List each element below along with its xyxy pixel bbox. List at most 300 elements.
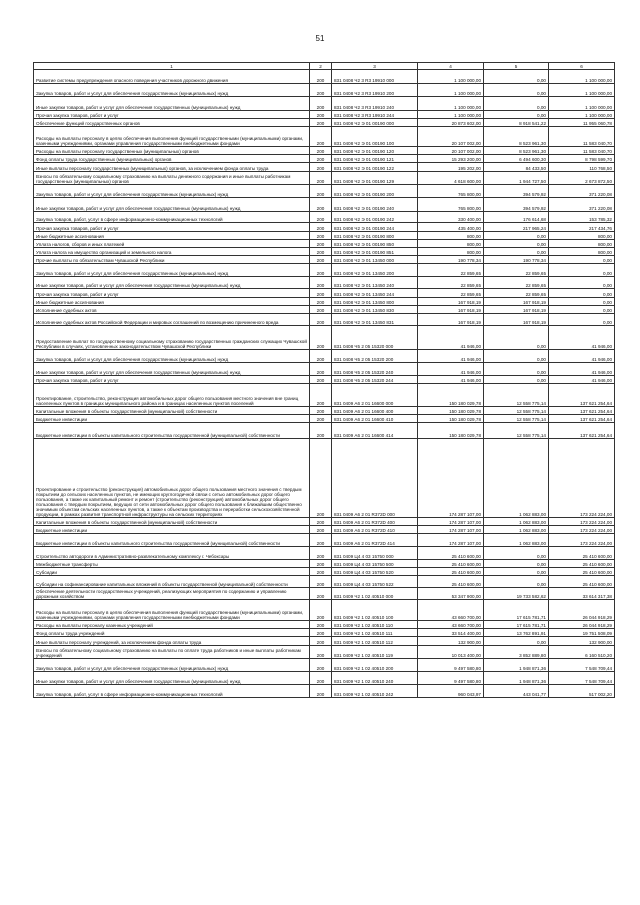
row-fact-cell: 22 859,65: [484, 289, 549, 298]
row-fact-cell: 22 859,65: [484, 277, 549, 289]
row-fact-cell: 1 948 871,36: [484, 659, 549, 672]
row-code-cell: 831 0408 Ч2 Э 01 00190 121: [332, 155, 418, 163]
table-row: [34, 163, 615, 172]
row-rest-cell: 371 220,08: [549, 198, 615, 212]
row-name-cell: Иные бюджетные ассигнования: [34, 232, 310, 240]
row-code-cell: 831 0408 Ч2 3 R3 19910 000: [332, 70, 418, 84]
row-fact-cell: 0,00: [484, 97, 549, 111]
row-fact-cell: 0,00: [484, 637, 549, 646]
row-fact-cell: 6 494 600,30: [484, 155, 549, 163]
row-rest-cell: 19 751 508,09: [549, 629, 615, 637]
row-plan-cell: 4 618 600,00: [418, 172, 484, 185]
table-row: [34, 588, 615, 600]
row-rest-cell: 1 100 000,00: [549, 70, 615, 84]
row-kvr-cell: 200: [310, 155, 332, 163]
row-rest-cell: 25 410 600,00: [549, 576, 615, 588]
row-plan-cell: 174 287 107,00: [418, 526, 484, 534]
row-fact-cell: 394 579,92: [484, 185, 549, 198]
row-fact-cell: 1 944 727,50: [484, 172, 549, 185]
table-row: [34, 172, 615, 185]
row-fact-cell: 0,00: [484, 248, 549, 256]
row-kvr-cell: 200: [310, 407, 332, 415]
row-name-cell: Закупка товаров, работ и услуг для обеспечения государственных (муниципальных) нужд: [34, 264, 310, 277]
row-name-cell: Капитальные вложения в объекты государственной (муниципальной) собственности: [34, 407, 310, 415]
row-rest-cell: 25 410 600,00: [549, 547, 615, 560]
row-fact-cell: 0,00: [484, 363, 549, 376]
row-code-cell: 831 0409 А6 2 01 16600 414: [332, 423, 418, 439]
row-plan-cell: 800,00: [418, 232, 484, 240]
row-kvr-cell: 200: [310, 289, 332, 298]
row-plan-cell: 150 180 029,78: [418, 384, 484, 407]
row-name-cell: Иные закупки товаров, работ и услуг для обеспечения государственных (муниципальных) нужд: [34, 97, 310, 111]
row-plan-cell: 25 410 600,00: [418, 568, 484, 576]
row-kvr-cell: 200: [310, 547, 332, 560]
row-rest-cell: 217 434,76: [549, 223, 615, 232]
row-plan-cell: 20 873 602,00: [418, 119, 484, 127]
row-name-cell: Прочая закупка товаров, работ и услуг: [34, 289, 310, 298]
row-kvr-cell: 200: [310, 363, 332, 376]
row-plan-cell: 41 946,00: [418, 326, 484, 350]
row-plan-cell: 22 859,65: [418, 264, 484, 277]
row-kvr-cell: 200: [310, 84, 332, 97]
row-rest-cell: 33 614 317,38: [549, 588, 615, 600]
row-code-cell: 831 0409 А6 2 01 16600 410: [332, 415, 418, 423]
row-rest-cell: 2 673 872,50: [549, 172, 615, 185]
row-fact-cell: 0,00: [484, 232, 549, 240]
row-code-cell: 831 0408 Ч2 3 R3 19910 240: [332, 97, 418, 111]
row-plan-cell: 150 180 029,78: [418, 407, 484, 415]
row-code-cell: 831 0409 Ч2 1 02 40510 200: [332, 659, 418, 672]
row-fact-cell: 167 918,19: [484, 314, 549, 326]
row-kvr-cell: 200: [310, 415, 332, 423]
row-name-cell: Строительство автодороги в Административно-развлекательному комплексу г. Чебоксары: [34, 547, 310, 560]
row-plan-cell: 41 946,00: [418, 376, 484, 384]
row-plan-cell: 765 800,00: [418, 198, 484, 212]
table-row: [34, 256, 615, 264]
row-fact-cell: 0,00: [484, 547, 549, 560]
table-row: [34, 629, 615, 637]
row-name-cell: Иные закупки товаров, работ и услуг для обеспечения государственных (муниципальных) нужд: [34, 672, 310, 685]
row-name-cell: Фонд оплаты труда учреждений: [34, 629, 310, 637]
row-kvr-cell: 200: [310, 264, 332, 277]
row-code-cell: 831 0408 Ч2 Э 01 00190 120: [332, 147, 418, 155]
row-name-cell: Исполнение судебных актов: [34, 306, 310, 314]
row-name-cell: Закупка товаров, работ, услуг в сфере информационно-коммуникационных технологий: [34, 212, 310, 223]
row-rest-cell: 132 900,00: [549, 637, 615, 646]
table-row: [34, 407, 615, 415]
row-code-cell: 831 0409 А6 2 01 16600 400: [332, 407, 418, 415]
row-rest-cell: 41 946,00: [549, 326, 615, 350]
row-name-cell: Фонд оплаты труда государственных (муниципальных) органов: [34, 155, 310, 163]
table-row: [34, 547, 615, 560]
row-kvr-cell: 200: [310, 629, 332, 637]
table-row: [34, 672, 615, 685]
row-kvr-cell: 200: [310, 659, 332, 672]
row-name-cell: Субсидии: [34, 568, 310, 576]
row-rest-cell: 26 044 918,29: [549, 621, 615, 629]
row-plan-cell: 150 180 029,78: [418, 415, 484, 423]
row-code-cell: 831 0409 Ч2 1 02 40510 240: [332, 672, 418, 685]
table-row: [34, 314, 615, 326]
row-kvr-cell: 200: [310, 127, 332, 147]
table-row: [34, 240, 615, 248]
row-name-cell: Расходы на выплаты персоналу государственных (муниципальных) органов: [34, 147, 310, 155]
row-rest-cell: 8 798 599,70: [549, 155, 615, 163]
row-plan-cell: 43 660 700,00: [418, 600, 484, 621]
row-kvr-cell: 200: [310, 588, 332, 600]
row-fact-cell: 190 778,34: [484, 256, 549, 264]
row-rest-cell: 173 224 224,00: [549, 534, 615, 547]
row-kvr-cell: 200: [310, 256, 332, 264]
row-plan-cell: 167 918,19: [418, 298, 484, 306]
row-plan-cell: 800,00: [418, 240, 484, 248]
row-plan-cell: 190 778,34: [418, 256, 484, 264]
row-code-cell: 831 0408 Ч2 Э 01 00190 850: [332, 240, 418, 248]
row-rest-cell: 173 224 224,00: [549, 518, 615, 526]
table-row: [34, 264, 615, 277]
row-kvr-cell: 200: [310, 534, 332, 547]
row-name-cell: Расходы на выплаты персоналу в целях обеспечения выполнения функций государственными (муниципальными) органами, казенными учреждениями, органами управления государственными внебюджетными фондами: [34, 600, 310, 621]
row-plan-cell: 10 013 400,00: [418, 646, 484, 659]
row-code-cell: 831 0408 Ч2 Э 01 00190 200: [332, 185, 418, 198]
row-code-cell: 831 0408 Ч2 Э 01 00190 129: [332, 172, 418, 185]
row-plan-cell: 960 043,97: [418, 685, 484, 698]
row-code-cell: 831 0409 А6 2 01 R372D 414: [332, 534, 418, 547]
row-name-cell: Иные закупки товаров, работ и услуг для обеспечения государственных (муниципальных) нужд: [34, 198, 310, 212]
row-rest-cell: 137 621 254,64: [549, 415, 615, 423]
table-row: [34, 185, 615, 198]
row-kvr-cell: 200: [310, 350, 332, 363]
row-rest-cell: 41 946,00: [549, 350, 615, 363]
row-rest-cell: 517 002,20: [549, 685, 615, 698]
row-name-cell: Иные бюджетные ассигнования: [34, 298, 310, 306]
table-row: [34, 119, 615, 127]
row-rest-cell: 0,00: [549, 306, 615, 314]
row-rest-cell: 0,00: [549, 289, 615, 298]
table-row: [34, 384, 615, 407]
row-fact-cell: 1 062 883,00: [484, 439, 549, 518]
table-row: [34, 232, 615, 240]
row-code-cell: 831 0408 Ч2 Э 01 00190 242: [332, 212, 418, 223]
row-kvr-cell: 200: [310, 232, 332, 240]
row-code-cell: 831 0408 Ч2 Э 01 00190 851: [332, 248, 418, 256]
row-rest-cell: 1 100 000,00: [549, 111, 615, 119]
table-row: [34, 198, 615, 212]
row-name-cell: Предоставление выплат по государственному социальному страхованию государственных гражданских служащих Чувашской Республики в случаях, установленных законодательством Чувашской Республики: [34, 326, 310, 350]
row-fact-cell: 22 859,65: [484, 264, 549, 277]
column-header: 5: [484, 63, 549, 70]
row-plan-cell: 174 287 107,00: [418, 518, 484, 526]
column-header: 6: [549, 63, 615, 70]
row-name-cell: Развитие системы предупреждения опасного поведения участников дорожного движения: [34, 70, 310, 84]
row-plan-cell: 174 287 107,00: [418, 534, 484, 547]
row-plan-cell: 9 497 580,80: [418, 659, 484, 672]
table-row: [34, 363, 615, 376]
table-row: [34, 376, 615, 384]
row-rest-cell: 110 768,50: [549, 163, 615, 172]
row-kvr-cell: 200: [310, 526, 332, 534]
row-rest-cell: 137 621 254,64: [549, 407, 615, 415]
row-name-cell: Бюджетные инвестиции в объекты капитального строительства государственной (муниципальной) собственности: [34, 534, 310, 547]
row-name-cell: Иные закупки товаров, работ и услуг для обеспечения государственных (муниципальных) нужд: [34, 277, 310, 289]
row-code-cell: 831 0409 Ц4 4 03 15750 500: [332, 560, 418, 568]
row-kvr-cell: 200: [310, 277, 332, 289]
row-plan-cell: 765 800,00: [418, 185, 484, 198]
row-code-cell: 831 0408 Ч2 Э 01 13450 000: [332, 256, 418, 264]
row-name-cell: Уплата налога на имущество организаций и земельного налога: [34, 248, 310, 256]
row-plan-cell: 174 287 107,00: [418, 439, 484, 518]
table-row: [34, 659, 615, 672]
row-fact-cell: 12 558 775,14: [484, 423, 549, 439]
row-code-cell: 831 0409 Ц4 4 03 15750 522: [332, 576, 418, 588]
row-name-cell: Взносы по обязательному социальному страхованию на выплаты денежного содержания и иные выплаты работникам государственных (муниципальных) органов: [34, 172, 310, 185]
row-rest-cell: 137 621 254,64: [549, 423, 615, 439]
row-plan-cell: 1 100 000,00: [418, 70, 484, 84]
row-fact-cell: 17 615 781,71: [484, 600, 549, 621]
table-row: [34, 534, 615, 547]
row-name-cell: Бюджетные инвестиции: [34, 415, 310, 423]
row-rest-cell: 11 583 040,70: [549, 127, 615, 147]
row-kvr-cell: 200: [310, 326, 332, 350]
row-plan-cell: 43 660 700,00: [418, 621, 484, 629]
row-kvr-cell: 200: [310, 646, 332, 659]
table-row: [34, 212, 615, 223]
row-fact-cell: 8 918 541,22: [484, 119, 549, 127]
row-code-cell: 831 0409 Ч2 1 02 40510 112: [332, 637, 418, 646]
column-header: 1: [34, 63, 310, 70]
table-row: [34, 646, 615, 659]
row-rest-cell: 800,00: [549, 232, 615, 240]
row-code-cell: 831 0409 А6 2 01 R372D 410: [332, 526, 418, 534]
table-row: [34, 298, 615, 306]
row-fact-cell: 0,00: [484, 326, 549, 350]
row-plan-cell: 800,00: [418, 248, 484, 256]
row-fact-cell: 0,00: [484, 240, 549, 248]
row-fact-cell: 0,00: [484, 560, 549, 568]
row-rest-cell: 0,00: [549, 314, 615, 326]
table-row: [34, 576, 615, 588]
row-kvr-cell: 200: [310, 212, 332, 223]
table-row: [34, 277, 615, 289]
row-name-cell: Закупка товаров, работ, услуг в сфере информационно-коммуникационных технологий: [34, 685, 310, 698]
row-name-cell: Прочая закупка товаров, работ и услуг: [34, 223, 310, 232]
row-code-cell: 831 0409 Ч2 1 02 40510 110: [332, 621, 418, 629]
row-rest-cell: 0,00: [549, 256, 615, 264]
row-kvr-cell: 200: [310, 223, 332, 232]
row-name-cell: Обеспечение функций государственных органов: [34, 119, 310, 127]
row-fact-cell: 0,00: [484, 111, 549, 119]
row-plan-cell: 150 180 029,78: [418, 423, 484, 439]
row-code-cell: 831 0409 Ч2 1 02 40510 119: [332, 646, 418, 659]
row-name-cell: Закупка товаров, работ и услуг для обеспечения государственных (муниципальных) нужд: [34, 350, 310, 363]
row-code-cell: 831 0409 А6 2 01 16600 000: [332, 384, 418, 407]
row-kvr-cell: 200: [310, 240, 332, 248]
row-rest-cell: 7 548 709,44: [549, 672, 615, 685]
row-fact-cell: 0,00: [484, 568, 549, 576]
table-row: [34, 560, 615, 568]
row-plan-cell: 33 514 400,00: [418, 629, 484, 637]
row-name-cell: Закупка товаров, работ и услуг для обеспечения государственных (муниципальных) нужд: [34, 185, 310, 198]
table-row: [34, 350, 615, 363]
row-name-cell: Расходы на выплаты персоналу в целях обеспечения выполнения функций государственными (муниципальными) органами, казенными учреждениями, органами управления государственными внебюджетными фондами: [34, 127, 310, 147]
row-fact-cell: 84 433,50: [484, 163, 549, 172]
row-rest-cell: 173 224 224,00: [549, 526, 615, 534]
table-row: [34, 155, 615, 163]
row-kvr-cell: 200: [310, 518, 332, 526]
row-fact-cell: 13 762 891,91: [484, 629, 549, 637]
row-rest-cell: 1 100 000,00: [549, 84, 615, 97]
column-header: 2: [310, 63, 332, 70]
table-row: [34, 637, 615, 646]
row-rest-cell: 371 220,08: [549, 185, 615, 198]
row-name-cell: Проектирование и строительство (реконструкция) автомобильных дорог общего пользования местного значения с твердым покрытием до сельских населенных пунктов, не имеющих круглогодичной связи с сетью автомобильных дорог общего пользования, а также их капитальный ремонт и ремонт (строительство (реконструкция) автомобильных дорог общего пользования с твердым покрытием, ведущих от сети автомобильных дорог общего пользования к ближайшим общественно значимым объектам сельских населенных пунктов, а также к объектам производства и переработки сельскохозяйственной продукции, в рамках развития транспортной инфраструктуры на сельских территориях: [34, 439, 310, 518]
row-code-cell: 831 0408 Ч2 Э 01 13450 830: [332, 306, 418, 314]
column-header: 4: [418, 63, 484, 70]
row-name-cell: Иные выплаты персоналу учреждений, за исключением фонда оплаты труда: [34, 637, 310, 646]
row-kvr-cell: 200: [310, 376, 332, 384]
row-plan-cell: 41 946,00: [418, 350, 484, 363]
row-plan-cell: 25 410 600,00: [418, 576, 484, 588]
row-name-cell: Прочие выплаты по обязательствам Чувашской Республики: [34, 256, 310, 264]
row-rest-cell: 800,00: [549, 248, 615, 256]
row-kvr-cell: 200: [310, 163, 332, 172]
row-name-cell: Прочая закупка товаров, работ и услуг: [34, 111, 310, 119]
row-plan-cell: 20 107 002,00: [418, 127, 484, 147]
row-kvr-cell: 200: [310, 672, 332, 685]
row-name-cell: Субсидии на софинансирование капитальных вложений в объекты государственной (муниципальной) собственности: [34, 576, 310, 588]
row-name-cell: Взносы по обязательному социальному страхованию на выплаты по оплате труда работников и иные выплаты работникам учреждений: [34, 646, 310, 659]
row-fact-cell: 3 852 889,80: [484, 646, 549, 659]
row-code-cell: 831 0409 Ц4 4 03 15750 000: [332, 547, 418, 560]
row-fact-cell: 8 523 961,30: [484, 127, 549, 147]
row-code-cell: 831 0409 Ц4 4 03 15750 520: [332, 568, 418, 576]
row-plan-cell: 330 400,00: [418, 212, 484, 223]
row-rest-cell: 0,00: [549, 298, 615, 306]
row-kvr-cell: 200: [310, 248, 332, 256]
row-rest-cell: 7 548 709,44: [549, 659, 615, 672]
column-header: 3: [332, 63, 418, 70]
row-kvr-cell: 200: [310, 97, 332, 111]
row-kvr-cell: 200: [310, 119, 332, 127]
row-fact-cell: 0,00: [484, 70, 549, 84]
row-code-cell: 831 0408 Ч2 Э 01 13450 800: [332, 298, 418, 306]
row-code-cell: 831 0409 Ч2 1 02 40510 100: [332, 600, 418, 621]
page-number: 51: [315, 34, 325, 43]
row-name-cell: Обеспечение деятельности государственных учреждений, реализующих мероприятия по содержанию и управлению дорожным хозяйством: [34, 588, 310, 600]
row-code-cell: 831 0409 Ч2 1 02 40510 000: [332, 588, 418, 600]
row-name-cell: Межбюджетные трансферты: [34, 560, 310, 568]
row-fact-cell: 0,00: [484, 376, 549, 384]
row-rest-cell: 6 160 510,20: [549, 646, 615, 659]
row-name-cell: Исполнение судебных актов Российской Федерации и мировых соглашений по возмещению причиненного вреда: [34, 314, 310, 326]
row-plan-cell: 1 100 000,00: [418, 84, 484, 97]
row-code-cell: 831 0408 Ч5 2 05 15320 000: [332, 326, 418, 350]
row-rest-cell: 0,00: [549, 277, 615, 289]
row-rest-cell: 41 946,00: [549, 363, 615, 376]
row-rest-cell: 25 410 600,00: [549, 568, 615, 576]
table-row: [34, 127, 615, 147]
row-rest-cell: 26 044 918,29: [549, 600, 615, 621]
row-code-cell: 831 0409 Ч2 1 02 40510 242: [332, 685, 418, 698]
row-plan-cell: 22 859,65: [418, 277, 484, 289]
row-plan-cell: 9 497 580,80: [418, 672, 484, 685]
row-kvr-cell: 200: [310, 560, 332, 568]
row-code-cell: 831 0408 Ч2 3 R3 19910 200: [332, 84, 418, 97]
row-code-cell: 831 0408 Ч2 Э 01 13450 200: [332, 264, 418, 277]
row-code-cell: 831 0409 А6 2 01 R372D 000: [332, 439, 418, 518]
row-kvr-cell: 200: [310, 306, 332, 314]
table-row: [34, 223, 615, 232]
row-kvr-cell: 200: [310, 298, 332, 306]
row-plan-cell: 41 946,00: [418, 363, 484, 376]
row-rest-cell: 41 946,00: [549, 376, 615, 384]
row-kvr-cell: 200: [310, 576, 332, 588]
table-row: [34, 600, 615, 621]
table-header-row: [34, 63, 615, 70]
row-plan-cell: 1 100 000,00: [418, 111, 484, 119]
row-fact-cell: 394 579,92: [484, 198, 549, 212]
row-kvr-cell: 200: [310, 172, 332, 185]
row-kvr-cell: 200: [310, 600, 332, 621]
table-row: [34, 289, 615, 298]
row-name-cell: Прочая закупка товаров, работ и услуг: [34, 376, 310, 384]
row-name-cell: Закупка товаров, работ и услуг для обеспечения государственных (муниципальных) нужд: [34, 659, 310, 672]
row-code-cell: 831 0408 Ч2 3 R3 19910 244: [332, 111, 418, 119]
row-rest-cell: 11 583 040,70: [549, 147, 615, 155]
row-kvr-cell: 200: [310, 111, 332, 119]
row-fact-cell: 0,00: [484, 84, 549, 97]
budget-table: [33, 62, 615, 698]
row-kvr-cell: 200: [310, 637, 332, 646]
row-name-cell: Закупка товаров, работ и услуг для обеспечения государственных (муниципальных) нужд: [34, 84, 310, 97]
row-code-cell: 831 0408 Ч5 2 05 15320 240: [332, 363, 418, 376]
row-rest-cell: 137 621 254,64: [549, 384, 615, 407]
row-kvr-cell: 200: [310, 314, 332, 326]
table-row: [34, 147, 615, 155]
table-row: [34, 685, 615, 698]
row-rest-cell: 800,00: [549, 240, 615, 248]
row-plan-cell: 25 410 600,00: [418, 560, 484, 568]
row-code-cell: 831 0408 Ч2 Э 01 13450 240: [332, 277, 418, 289]
row-plan-cell: 25 410 600,00: [418, 547, 484, 560]
row-rest-cell: 0,00: [549, 264, 615, 277]
row-fact-cell: 12 558 775,14: [484, 384, 549, 407]
table-row: [34, 70, 615, 84]
row-name-cell: Уплата налогов, сборов и иных платежей: [34, 240, 310, 248]
row-rest-cell: 11 955 060,78: [549, 119, 615, 127]
row-kvr-cell: 200: [310, 70, 332, 84]
row-rest-cell: 25 410 600,00: [549, 560, 615, 568]
row-rest-cell: 1 100 000,00: [549, 97, 615, 111]
row-code-cell: 831 0408 Ч2 Э 01 00190 000: [332, 119, 418, 127]
row-fact-cell: 1 948 871,36: [484, 672, 549, 685]
table-row: [34, 84, 615, 97]
table-row: [34, 518, 615, 526]
row-code-cell: 831 0408 Ч2 Э 01 00190 100: [332, 127, 418, 147]
row-code-cell: 831 0409 А6 2 01 R372D 400: [332, 518, 418, 526]
table-row: [34, 423, 615, 439]
row-plan-cell: 15 293 200,00: [418, 155, 484, 163]
row-fact-cell: 0,00: [484, 576, 549, 588]
row-fact-cell: 1 062 883,00: [484, 534, 549, 547]
row-rest-cell: 153 785,32: [549, 212, 615, 223]
row-code-cell: 831 0408 Ч2 Э 01 13450 244: [332, 289, 418, 298]
row-plan-cell: 22 859,65: [418, 289, 484, 298]
row-fact-cell: 1 062 883,00: [484, 526, 549, 534]
row-code-cell: 831 0408 Ч2 Э 01 13450 831: [332, 314, 418, 326]
row-fact-cell: 443 041,77: [484, 685, 549, 698]
row-kvr-cell: 200: [310, 423, 332, 439]
